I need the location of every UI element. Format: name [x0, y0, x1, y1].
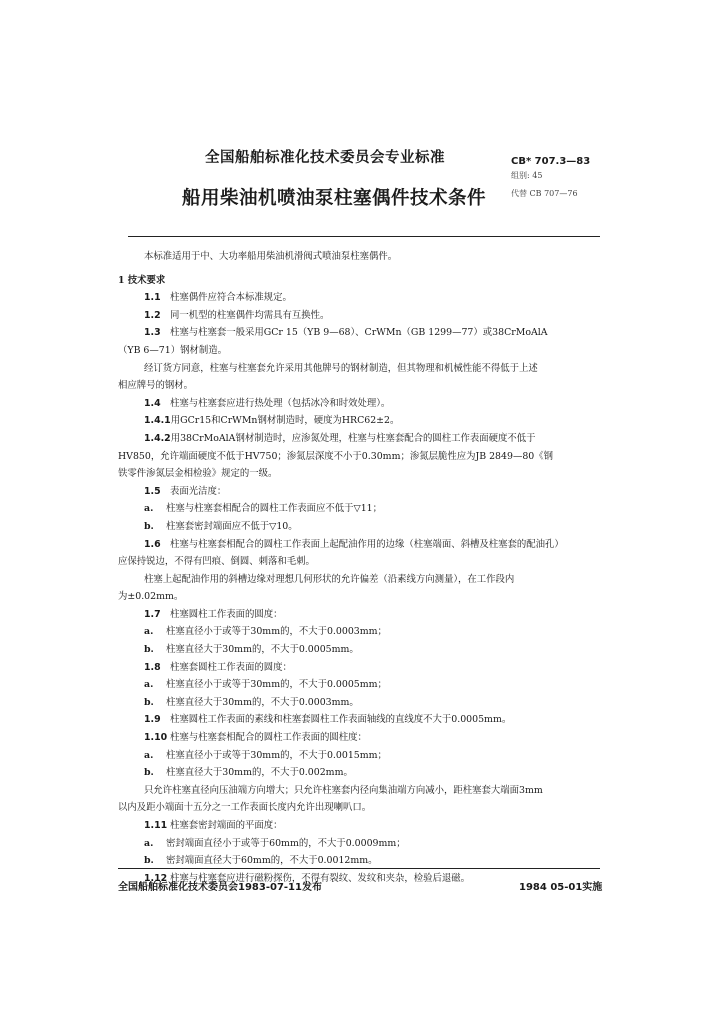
- clause-line: [118, 711, 604, 729]
- document-title: 船用柴油机喷油泵柱塞偶件技术条件: [182, 188, 487, 209]
- clause-number: 1.2: [144, 309, 161, 321]
- clause-text: 密封端面直径小于或等于60mm的，不大于0.0009mm；: [166, 837, 406, 849]
- clause-text: 柱塞套圆柱工作表面的圆度：: [170, 661, 292, 673]
- clause-line: [118, 694, 604, 712]
- clause-line: [118, 360, 604, 378]
- clause-line: [118, 747, 604, 765]
- clause-line: [118, 289, 604, 307]
- clause-text: 只允许柱塞直径向压油端方向增大；只允许柱塞套内径向集油端方向减小，距柱塞套大端面3mm: [144, 784, 543, 796]
- clause-number: a.: [144, 679, 154, 691]
- clause-text: 为±0.02mm。: [118, 591, 184, 603]
- document-body: [118, 248, 604, 887]
- clause-text: 柱塞圆柱工作表面的圆度：: [170, 608, 283, 620]
- clause-text: 同一机型的柱塞偶件均需具有互换性。: [170, 309, 330, 321]
- clause-text: 柱塞与柱塞套一般采用GCr 15（YB 9—68）、CrWMn（GB 1299—77）或38CrMoAlA: [170, 327, 548, 339]
- clause-number: 1.9: [144, 714, 161, 726]
- clause-text: 柱塞套密封端面应不低于▽10。: [166, 520, 298, 532]
- clause-line: [118, 395, 604, 413]
- clause-text: HV850，允许端面硬度不低于HV750；渗氮层深度不小于0.30mm；渗氮层脆性应为JB 2849—80《钢: [118, 450, 554, 462]
- clause-number: 1.4: [144, 397, 161, 409]
- clause-text: 铁零件渗氮层金相检验》规定的一级。: [118, 468, 278, 480]
- clause-number: b.: [144, 767, 154, 779]
- clause-number: 1.12: [144, 872, 168, 884]
- clause-number: 1.4.2: [144, 432, 171, 444]
- clause-line: [118, 659, 604, 677]
- clause-line: [118, 377, 604, 395]
- clause-line: [118, 729, 604, 747]
- clause-text: 表面光洁度：: [170, 485, 227, 497]
- clause-line: [118, 483, 604, 501]
- clause-text: 经订货方同意，柱塞与柱塞套允许采用其他牌号的钢材制造，但其物理和机械性能不得低于上述: [144, 362, 538, 374]
- clause-number: 1.7: [144, 608, 161, 620]
- effective-date: 1984 05-01实施: [519, 882, 603, 893]
- section-heading: 1 技术要求: [118, 274, 166, 286]
- clause-line: [118, 623, 604, 641]
- clause-number: 1.5: [144, 485, 161, 497]
- clause-text: （YB 6—71）钢材制造。: [118, 344, 227, 356]
- clause-line: [118, 676, 604, 694]
- clause-text: 柱塞圆柱工作表面的素线和柱塞套圆柱工作表面轴线的直线度不大于0.0005mm。: [170, 714, 512, 726]
- clause-text: 柱塞套密封端面的平面度：: [170, 820, 283, 831]
- clause-line: [118, 606, 604, 624]
- clause-text: 柱塞与柱塞套应进行热处理（包括冰冷和时效处理）。: [170, 397, 391, 409]
- clause-text: 柱塞直径小于或等于30mm的，不大于0.0005mm；: [166, 679, 387, 691]
- clause-line: [118, 799, 604, 817]
- clause-text: 柱塞直径大于30mm的，不大于0.002mm。: [166, 767, 353, 779]
- clause-number: b.: [144, 855, 154, 867]
- clause-text: 柱塞与柱塞套相配合的圆柱工作表面的圆柱度：: [170, 732, 367, 744]
- clause-line: [118, 430, 604, 448]
- clause-text: 柱塞上起配油作用的斜槽边缘对理想几何形状的允许偏差（沿素线方向测量），在工作段内: [144, 573, 515, 585]
- clause-number: a.: [144, 837, 154, 849]
- clause-text: 柱塞直径小于或等于30mm的，不大于0.0003mm；: [166, 626, 387, 638]
- clause-line: [118, 764, 604, 782]
- clause-line: [118, 641, 604, 659]
- clause-text: 柱塞直径大于30mm的，不大于0.0005mm。: [166, 644, 359, 656]
- clause-line: [118, 307, 604, 325]
- clause-text: 柱塞与柱塞套相配合的圆柱工作表面上起配油作用的边缘（柱塞端面、斜槽及柱塞套的配油孔）: [170, 538, 564, 550]
- clause-text: 柱塞与柱塞套应进行磁粉探伤，不得有裂纹、发纹和夹杂，检验后退磁。: [170, 872, 471, 884]
- clause-text: 密封端面直径大于60mm的，不大于0.0012mm。: [166, 855, 378, 867]
- clause-line: [118, 835, 604, 853]
- clause-text: 应保持锐边，不得有凹痕、倒圆、刺落和毛刺。: [118, 556, 315, 568]
- clause-number: 1.6: [144, 538, 161, 550]
- clause-list: [118, 289, 604, 887]
- clause-text: 柱塞偶件应符合本标准规定。: [170, 292, 292, 304]
- issue-info: 全国船舶标准化技术委员会1983-07-11发布: [118, 882, 322, 893]
- clause-number: 1.11: [144, 820, 168, 831]
- clause-text: 用38CrMoAlA钢材制造时，应渗氮处理，柱塞与柱塞套配合的圆柱工作表面硬度不低于: [170, 432, 536, 444]
- clause-line: [118, 448, 604, 466]
- clause-line: [118, 571, 604, 589]
- clause-number: a.: [144, 503, 154, 515]
- standard-code: CB* 707.3—83: [511, 156, 591, 167]
- clause-line: [118, 817, 604, 835]
- standard-group: 组别: 45: [511, 171, 543, 180]
- clause-text: 柱塞直径小于或等于30mm的，不大于0.0015mm；: [166, 749, 387, 761]
- standard-organization-heading: 全国船舶标准化技术委员会专业标准: [205, 150, 445, 166]
- clause-line: [118, 553, 604, 571]
- clause-number: b.: [144, 644, 154, 656]
- clause-line: [118, 500, 604, 518]
- clause-line: [118, 536, 604, 554]
- clause-number: 1.8: [144, 661, 161, 673]
- header-divider: [128, 236, 600, 237]
- clause-number: a.: [144, 749, 154, 761]
- clause-line: [118, 324, 604, 342]
- clause-text: 相应牌号的钢材。: [118, 380, 194, 392]
- clause-line: [118, 342, 604, 360]
- clause-number: 1.3: [144, 327, 161, 339]
- replaces-standard: 代替 CB 707—76: [511, 189, 578, 198]
- clause-line: [118, 412, 604, 430]
- clause-line: [118, 782, 604, 800]
- clause-number: 1.4.1: [144, 415, 171, 427]
- footer-divider: [118, 868, 600, 869]
- clause-number: a.: [144, 626, 154, 638]
- clause-line: [118, 588, 604, 606]
- clause-number: 1.10: [144, 732, 168, 744]
- clause-number: 1.1: [144, 292, 161, 304]
- clause-number: b.: [144, 520, 154, 532]
- clause-line: [118, 518, 604, 536]
- clause-line: [118, 465, 604, 483]
- clause-text: 用GCr15和CrWMn钢材制造时，硬度为HRC62±2。: [170, 415, 400, 427]
- clause-text: 柱塞与柱塞套相配合的圆柱工作表面应不低于▽11；: [166, 503, 383, 515]
- clause-text: 以内及距小端面十五分之一工作表面长度内允许出现喇叭口。: [118, 802, 372, 814]
- clause-number: b.: [144, 696, 154, 708]
- clause-text: 柱塞直径大于30mm的，不大于0.0003mm。: [166, 696, 359, 708]
- intro-paragraph: 本标准适用于中、大功率船用柴油机滑阀式喷油泵柱塞偶件。: [144, 251, 398, 262]
